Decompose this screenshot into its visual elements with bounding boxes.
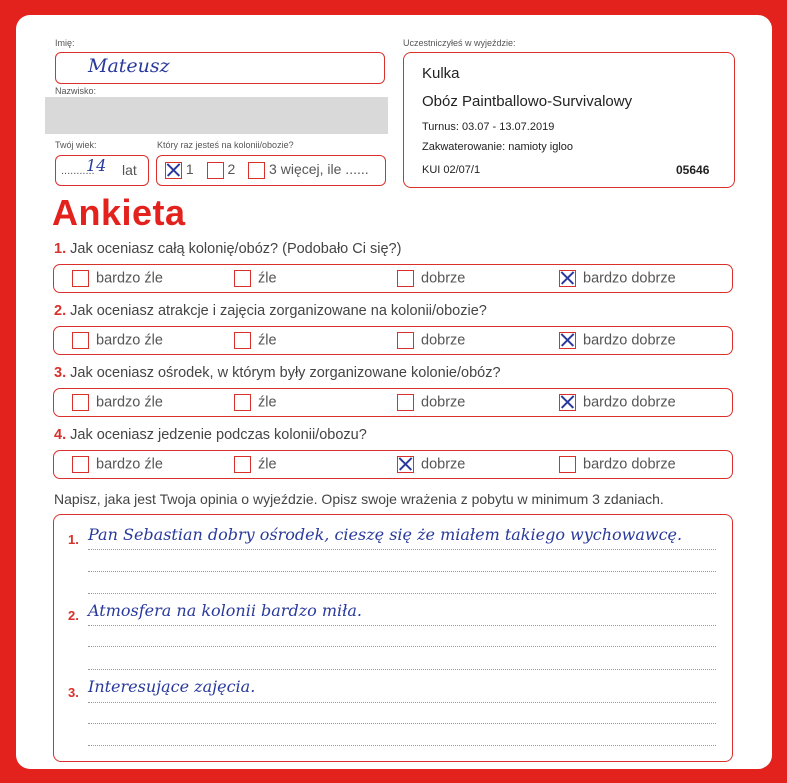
rating-option[interactable] — [559, 394, 676, 411]
question-4 — [54, 427, 367, 443]
answer-row-4 — [53, 450, 733, 479]
writing-line — [88, 745, 716, 746]
rating-checkbox[interactable] — [559, 456, 576, 473]
accom-label: Zakwaterowanie: — [422, 141, 506, 153]
times-opt1: 1 — [185, 161, 194, 177]
answer-text-2: Atmosfera na kolonii bardzo miła. — [88, 601, 362, 620]
participant-number: 05646 — [676, 163, 710, 177]
question-number: 1. — [54, 241, 67, 257]
rating-checkbox[interactable] — [559, 270, 576, 287]
times-opt3: 3 więcej, ile ...... — [269, 161, 369, 177]
survey-title: Ankieta — [52, 192, 186, 233]
rating-label: bardzo dobrze — [583, 270, 676, 287]
rating-checkbox[interactable] — [397, 332, 414, 349]
rating-checkbox[interactable] — [72, 456, 89, 473]
rating-label: bardzo źle — [96, 332, 163, 349]
turnus-value: 03.07 - 13.07.2019 — [461, 121, 555, 133]
writing-line — [88, 702, 716, 703]
question-number: 3. — [54, 365, 67, 381]
answer-text-1: Pan Sebastian dobry ośrodek, cieszę się że miałem takiego wychowawcę. — [88, 525, 683, 544]
turnus-label: Turnus: — [422, 121, 459, 133]
participant-box — [403, 52, 735, 188]
rating-option[interactable] — [72, 394, 163, 411]
rating-checkbox[interactable] — [559, 332, 576, 349]
rating-label: źle — [258, 332, 277, 349]
rating-checkbox[interactable] — [397, 394, 414, 411]
rating-label: dobrze — [421, 332, 466, 349]
rating-option[interactable] — [559, 456, 676, 473]
answer-row-1 — [53, 264, 733, 293]
surname-redacted — [45, 97, 388, 134]
question-3 — [54, 365, 501, 381]
age-dots: ........... — [61, 165, 95, 177]
question-text: Jak oceniasz jedzenie podczas kolonii/obozu? — [70, 427, 367, 443]
writing-line — [88, 571, 716, 572]
rating-option[interactable] — [559, 270, 676, 287]
rating-label: dobrze — [421, 270, 466, 287]
times-field — [156, 155, 386, 186]
opinion-prompt: Napisz, jaka jest Twoja opinia o wyjeździe. Opisz swoje wrażenia z pobytu w minimum 3 zdaniach. — [54, 491, 664, 507]
rating-label: bardzo dobrze — [583, 394, 676, 411]
question-2 — [54, 303, 487, 319]
times-checkbox-1[interactable] — [165, 162, 182, 179]
surname-label: Nazwisko: — [55, 86, 97, 96]
rating-option[interactable] — [72, 270, 163, 287]
rating-option[interactable] — [397, 456, 465, 473]
rating-checkbox[interactable] — [72, 394, 89, 411]
age-label: Twój wiek: — [55, 140, 97, 150]
rating-checkbox[interactable] — [234, 332, 251, 349]
rating-option[interactable] — [397, 332, 465, 349]
rating-option[interactable] — [72, 332, 163, 349]
writing-line — [88, 669, 716, 670]
rating-label: bardzo źle — [96, 394, 163, 411]
age-field[interactable] — [55, 155, 149, 186]
rating-label: bardzo źle — [96, 270, 163, 287]
rating-label: bardzo dobrze — [583, 332, 676, 349]
participant-line2: Obóz Paintballowo-Survivalowy — [422, 93, 633, 110]
rating-checkbox[interactable] — [559, 394, 576, 411]
rating-label: bardzo dobrze — [583, 456, 676, 473]
times-label: Który raz jesteś na kolonii/obozie? — [157, 140, 294, 150]
name-value: Mateusz — [88, 55, 170, 77]
rating-option[interactable] — [234, 394, 277, 411]
rating-option[interactable] — [397, 394, 465, 411]
rating-label: dobrze — [421, 456, 466, 473]
rating-checkbox[interactable] — [72, 270, 89, 287]
rating-option[interactable] — [559, 332, 676, 349]
rating-label: źle — [258, 270, 277, 287]
rating-option[interactable] — [397, 270, 465, 287]
question-text: Jak oceniasz atrakcje i zajęcia zorganizowane na kolonii/obozie? — [70, 303, 487, 319]
times-opt2: 2 — [227, 161, 236, 177]
age-unit: lat — [122, 162, 137, 178]
rating-checkbox[interactable] — [234, 270, 251, 287]
rating-checkbox[interactable] — [397, 270, 414, 287]
writing-line — [88, 625, 716, 626]
question-text: Jak oceniasz całą kolonię/obóz? (Podobało Ci się?) — [70, 241, 402, 257]
times-checkbox-3[interactable] — [248, 162, 265, 179]
rating-checkbox[interactable] — [234, 456, 251, 473]
writing-line — [88, 646, 716, 647]
name-label: Imię: — [55, 38, 75, 48]
rating-option[interactable] — [72, 456, 163, 473]
opinion-box[interactable] — [53, 514, 733, 762]
rating-checkbox[interactable] — [234, 394, 251, 411]
writing-line — [88, 723, 716, 724]
writing-line — [88, 549, 716, 550]
answer-num-1: 1. — [68, 532, 79, 547]
rating-option[interactable] — [234, 456, 277, 473]
participant-code: KUI 02/07/1 — [422, 164, 481, 176]
question-number: 2. — [54, 303, 67, 319]
times-checkbox-2[interactable] — [207, 162, 224, 179]
answer-num-2: 2. — [68, 608, 79, 623]
rating-checkbox[interactable] — [397, 456, 414, 473]
participant-label: Uczestniczyłeś w wyjeździe: — [403, 38, 516, 48]
participant-line1: Kulka — [422, 65, 460, 82]
answer-num-3: 3. — [68, 685, 79, 700]
rating-option[interactable] — [234, 332, 277, 349]
question-number: 4. — [54, 427, 67, 443]
age-value: 14 — [86, 156, 107, 175]
answer-row-3 — [53, 388, 733, 417]
writing-line — [88, 593, 716, 594]
rating-label: bardzo źle — [96, 456, 163, 473]
rating-label: źle — [258, 456, 277, 473]
rating-label: dobrze — [421, 394, 466, 411]
rating-checkbox[interactable] — [72, 332, 89, 349]
rating-option[interactable] — [234, 270, 277, 287]
question-1 — [54, 241, 401, 257]
answer-row-2 — [53, 326, 733, 355]
question-text: Jak oceniasz ośrodek, w którym były zorganizowane kolonie/obóz? — [70, 365, 501, 381]
answer-text-3: Interesujące zajęcia. — [88, 677, 256, 696]
rating-label: źle — [258, 394, 277, 411]
accom-value: namioty igloo — [508, 141, 574, 153]
name-field[interactable] — [55, 52, 385, 84]
